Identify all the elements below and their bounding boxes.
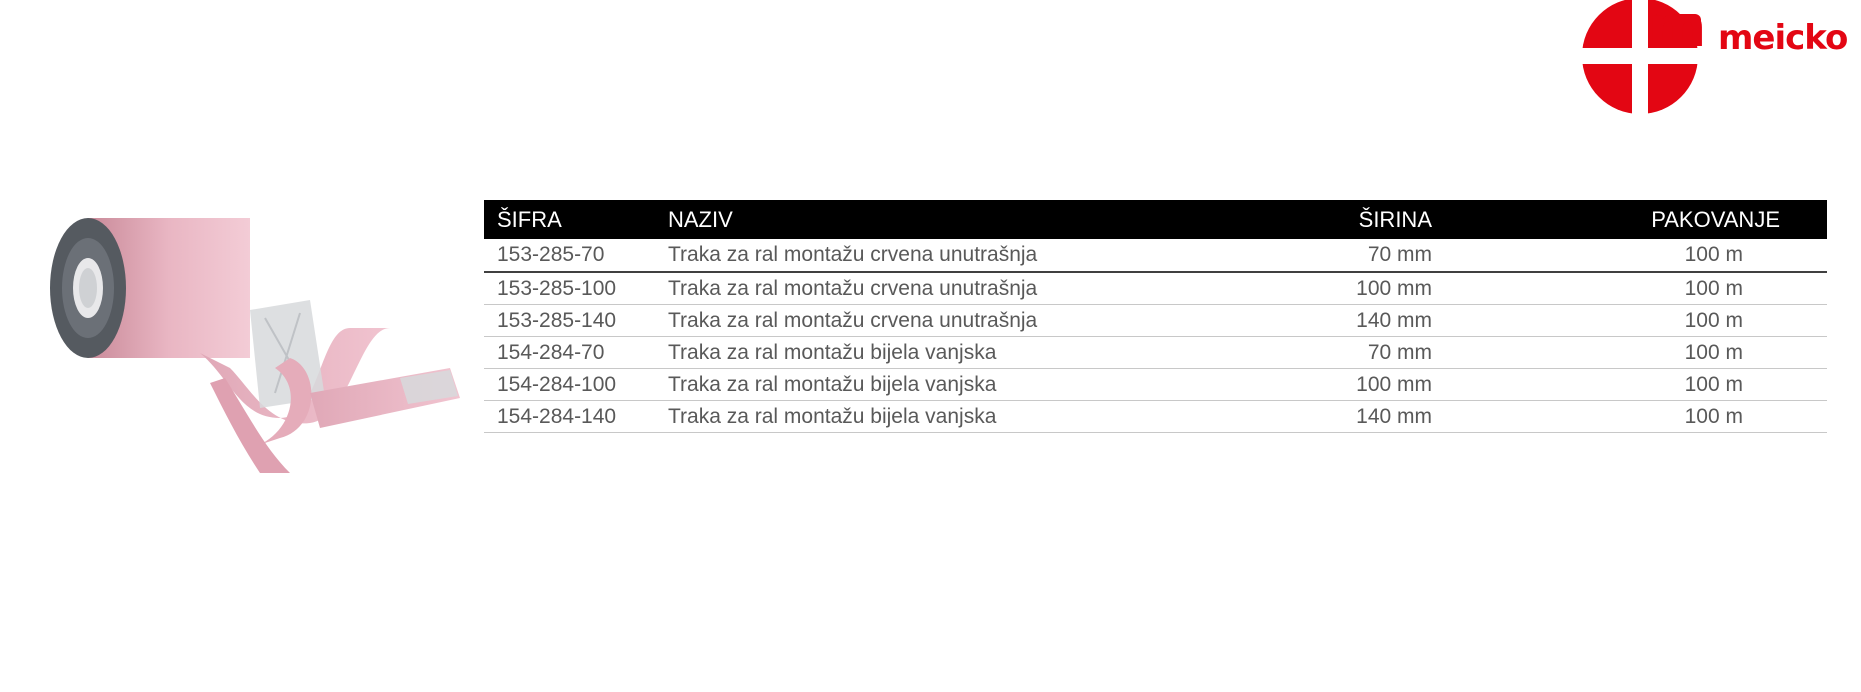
cell-naziv: Traka za ral montažu bijela vanjska	[668, 404, 997, 428]
cell-sifra: 153-285-100	[497, 276, 617, 300]
table-row	[484, 273, 1827, 305]
cell-pakovanje: 100 m	[1684, 340, 1743, 364]
cell-naziv: Traka za ral montažu crvena unutrašnja	[668, 243, 1038, 266]
product-image	[50, 218, 460, 473]
cell-sirina: 100 mm	[1356, 372, 1432, 396]
cell-pakovanje: 100 m	[1684, 308, 1743, 332]
table-row	[484, 305, 1827, 337]
cell-naziv: Traka za ral montažu bijela vanjska	[668, 372, 997, 396]
cell-sifra: 154-284-70	[497, 340, 605, 364]
header-naziv: NAZIV	[668, 207, 733, 232]
header-pakovanje: PAKOVANJE	[1651, 207, 1780, 232]
logo-mark-icon	[1578, 0, 1718, 118]
brand-name: meicko	[1718, 18, 1848, 58]
cell-pakovanje: 100 m	[1684, 404, 1743, 428]
cell-sirina: 70 mm	[1367, 340, 1432, 364]
cell-sifra: 154-284-140	[497, 404, 617, 428]
product-table	[484, 200, 1827, 433]
cell-sirina: 140 mm	[1356, 404, 1432, 428]
cell-sifra: 153-285-70	[497, 243, 605, 266]
cell-pakovanje: 100 m	[1684, 243, 1743, 266]
cell-naziv: Traka za ral montažu crvena unutrašnja	[668, 276, 1038, 300]
table-row	[484, 401, 1827, 433]
cell-sifra: 154-284-100	[497, 372, 617, 396]
cell-naziv: Traka za ral montažu crvena unutrašnja	[668, 308, 1038, 332]
table-row	[484, 337, 1827, 369]
cell-sirina: 70 mm	[1367, 243, 1432, 266]
cell-naziv: Traka za ral montažu bijela vanjska	[668, 340, 997, 364]
table-row	[484, 239, 1827, 273]
cell-pakovanje: 100 m	[1684, 372, 1743, 396]
brand-logo	[1578, 0, 1861, 118]
header-sirina: ŠIRINA	[1358, 207, 1432, 232]
cell-pakovanje: 100 m	[1684, 276, 1743, 300]
table-row	[484, 369, 1827, 401]
logo-mark-letter: m	[1648, 0, 1707, 60]
cell-sirina: 140 mm	[1356, 308, 1432, 332]
header-sifra: ŠIFRA	[497, 207, 562, 232]
table-header	[484, 200, 1827, 239]
cell-sirina: 100 mm	[1356, 276, 1432, 300]
cell-sifra: 153-285-140	[497, 308, 617, 332]
